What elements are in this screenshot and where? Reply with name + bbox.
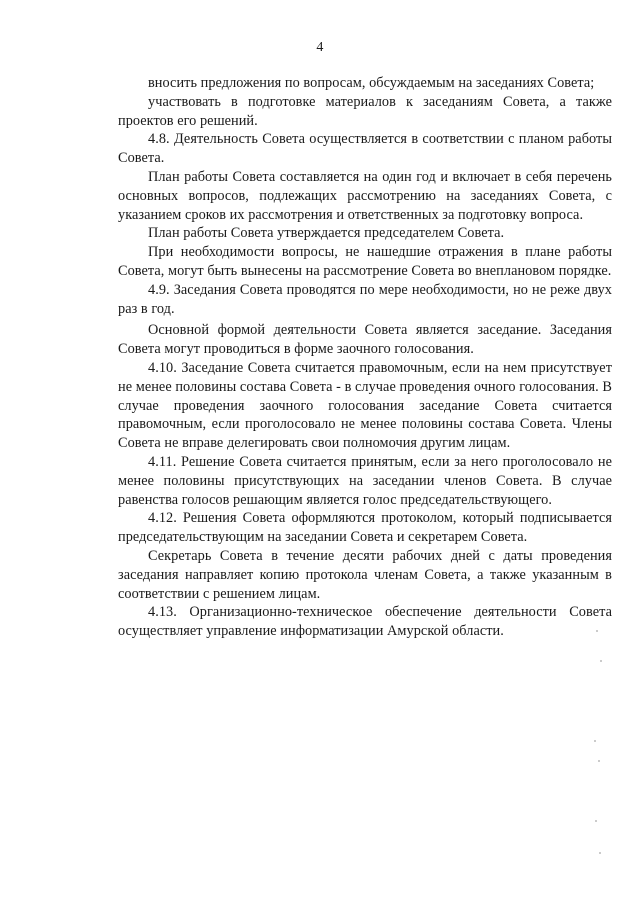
paragraph: План работы Совета составляется на один год и включает в себя перечень основных вопросов, подлежащих рассмотрению на заседаниях Совета, с указанием сроков их рассмотрения и ответственных за подготовку вопроса. xyxy=(118,168,612,223)
scan-speck xyxy=(600,660,602,662)
scan-speck xyxy=(595,820,597,822)
scan-artifacts xyxy=(592,620,612,880)
paragraph: 4.13. Организационно-техническое обеспечение деятельности Совета осуществляет управление информатизации Амурской области. xyxy=(118,604,612,640)
scan-speck xyxy=(596,630,598,632)
paragraph: Секретарь Совета в течение десяти рабочих дней с даты проведения заседания направляет копию протокола членам Совета, а также указанным в соответствии с решением лицам. xyxy=(118,547,612,602)
page-number: 4 xyxy=(316,40,324,55)
paragraph: вносить предложения по вопросам, обсуждаемым на заседаниях Совета; xyxy=(148,75,595,91)
scan-speck xyxy=(599,852,601,854)
document-body xyxy=(118,74,612,641)
scan-speck xyxy=(598,760,600,762)
paragraph: 4.9. Заседания Совета проводятся по мере необходимости, но не реже двух раз в год. xyxy=(118,281,612,317)
paragraph: При необходимости вопросы, не нашедшие отражения в плане работы Совета, могут быть вынесены на рассмотрение Совета во внеплановом порядке. xyxy=(118,244,612,279)
paragraph: 4.8. Деятельность Совета осуществляется в соответствии с планом работы Совета. xyxy=(118,131,612,167)
scan-speck xyxy=(594,740,596,742)
paragraph: План работы Совета утверждается председателем Совета. xyxy=(148,225,505,242)
paragraph: участвовать в подготовке материалов к заседаниям Совета, а также проектов его решений. xyxy=(118,93,612,129)
paragraph: 4.12. Решения Совета оформляются протоколом, который подписывается председательствующим на заседании Совета и секретарем Совета. xyxy=(118,510,612,546)
paragraph: Основной формой деятельности Совета является заседание. Заседания Совета могут проводиться в форме заочного голосования. xyxy=(118,322,612,358)
paragraph: 4.10. Заседание Совета считается правомочным, если на нем присутствует не менее половины состава Совета - в случае проведения очного голосования. В случае проведения заочного голосования заседание Совета считается правомочным, если проголосовало не менее половины состава Совета. Члены Совета не вправе делегировать свои полномочия другим лицам. xyxy=(118,359,612,452)
paragraph: 4.11. Решение Совета считается принятым, если за него проголосовало не менее половины присутствующих на заседании членов Совета. В случае равенства голосов решающим является голос председательствующего. xyxy=(118,453,612,508)
